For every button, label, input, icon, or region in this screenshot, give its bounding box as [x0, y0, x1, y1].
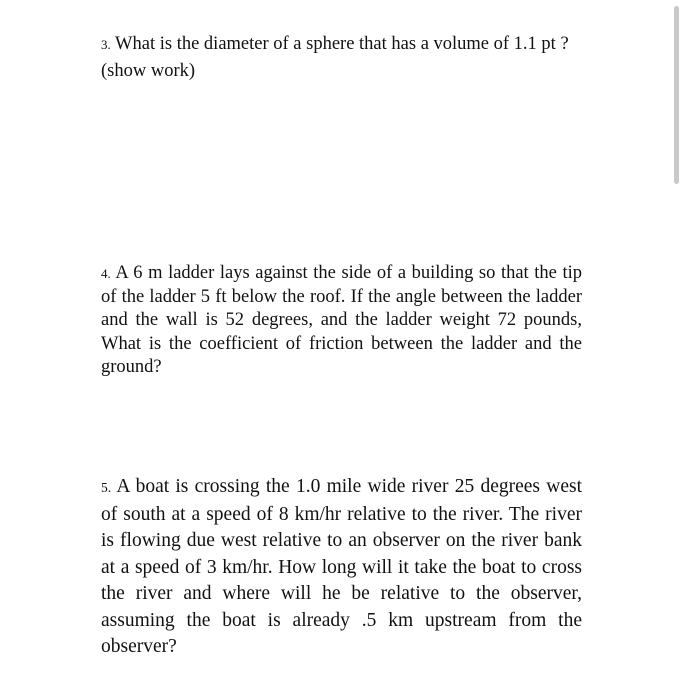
question-text: A boat is crossing the 1.0 mile wide river 25 degrees west of south at a speed of 8 km/hr relative to the river. The river is flowing due west relative to an observer on the river bank at a speed of 3 km/hr. How long will it take the boat to cross the river and where will he be relative to the observer, assuming the boat is already .5 km upstream from the observer?: [101, 476, 582, 657]
question-5: [101, 474, 582, 661]
question-4: [101, 262, 582, 380]
question-number: 3.: [101, 37, 111, 52]
question-number: 4.: [101, 266, 111, 281]
question-3: [101, 31, 582, 84]
question-text: What is the diameter of a sphere that has a volume of 1.1 pt ?(show work): [101, 34, 569, 81]
question-number: 5.: [101, 480, 112, 495]
scrollbar-thumb[interactable]: [674, 6, 679, 184]
question-text: A 6 m ladder lays against the side of a building so that the tip of the ladder 5 ft below the roof. If the angle between the ladder and the wall is 52 degrees, and the ladder weight 72 pounds, What is the coefficient of friction between the ladder and the ground?: [101, 263, 583, 377]
